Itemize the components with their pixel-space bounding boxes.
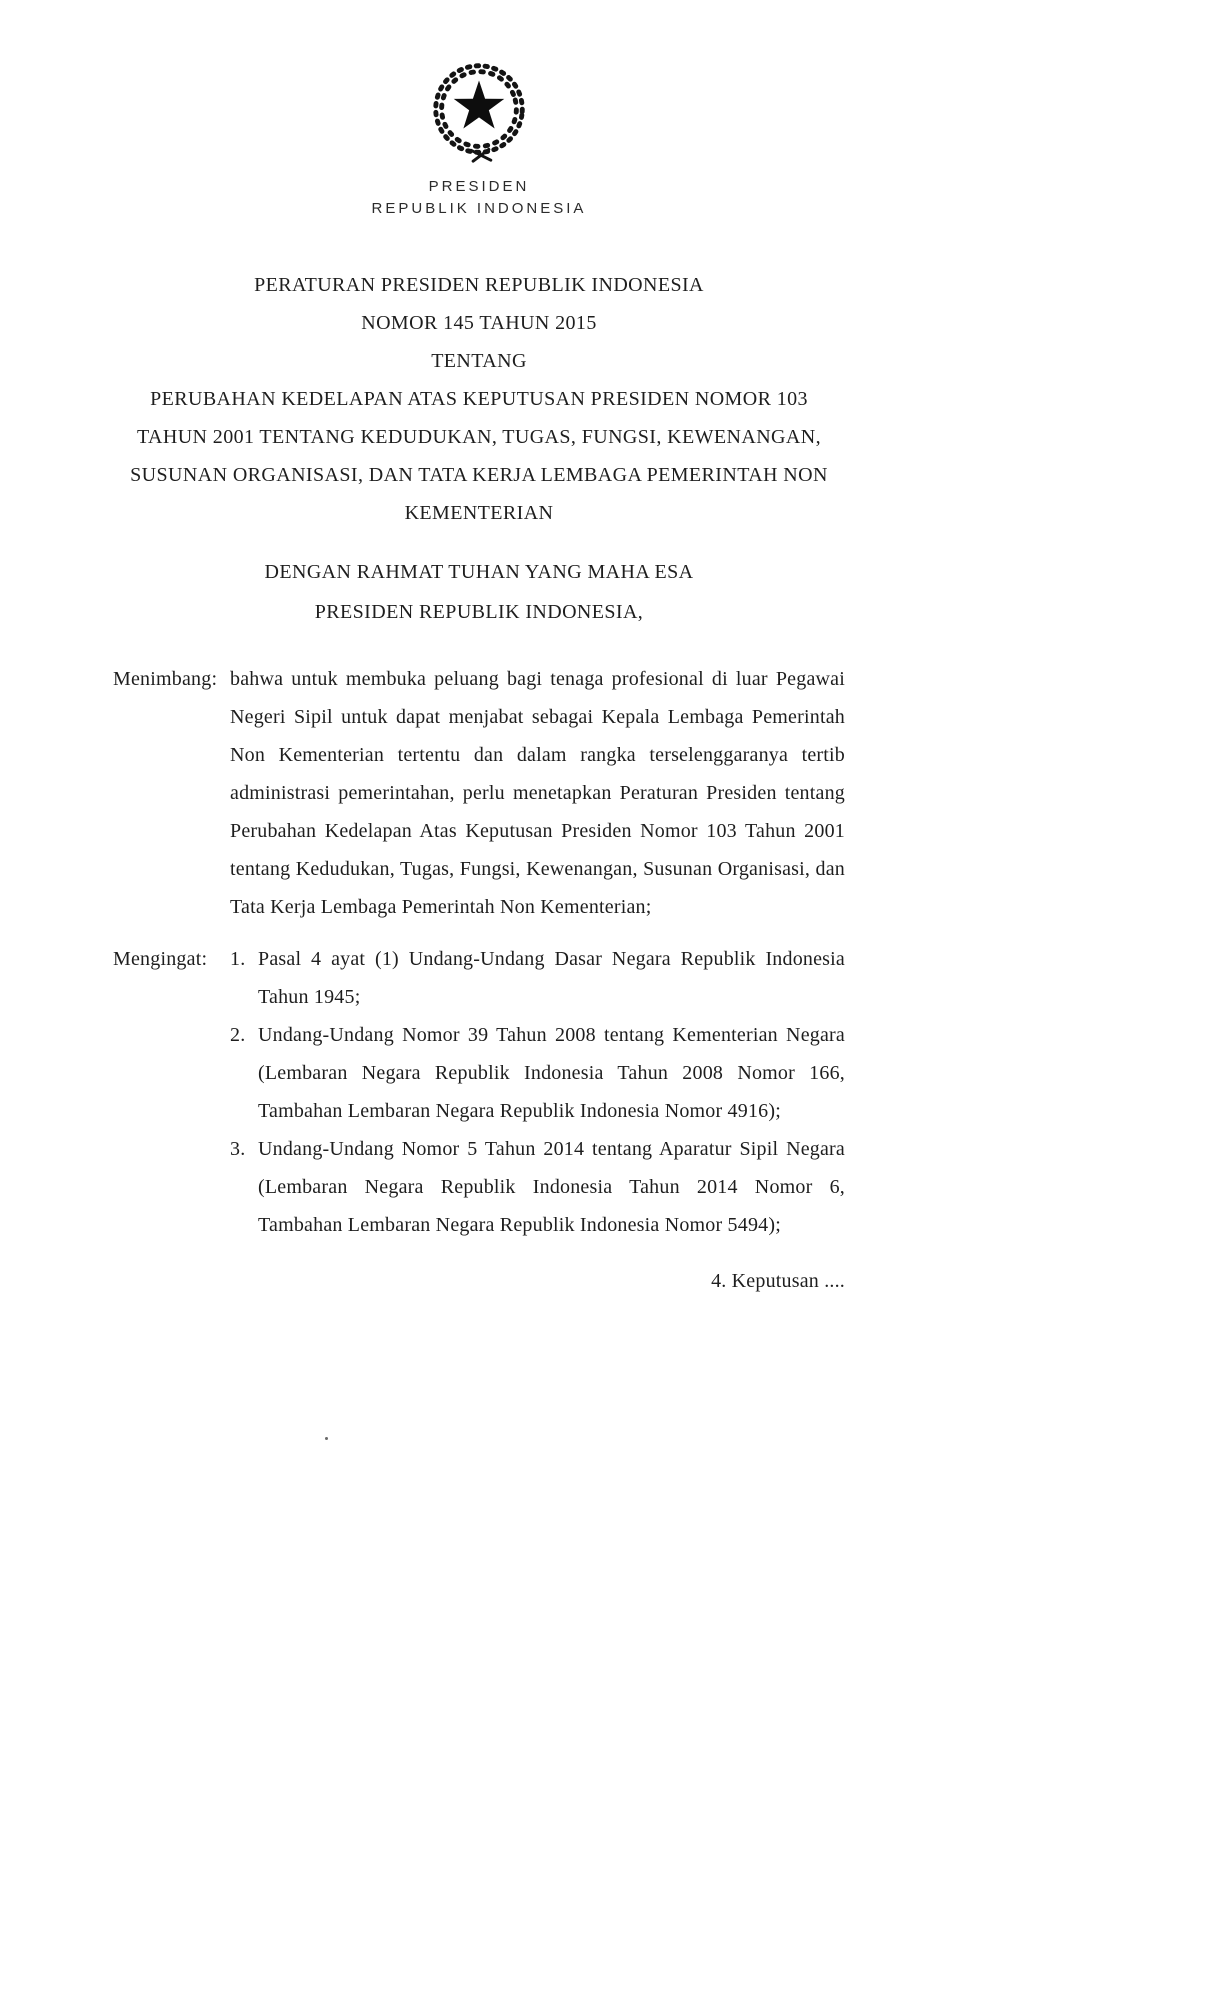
item-text: Undang-Undang Nomor 5 Tahun 2014 tentang Aparatur Sipil Negara (Lembaran Negara Republik Indonesia Tahun 2014 Nomor 6, Tambahan Lembaran Negara Republik Indonesia Nomor 5494); [258, 1138, 845, 1236]
legal-basis-item [230, 1130, 845, 1244]
catchword: 4. Keputusan .... [711, 1270, 845, 1292]
regulation-title-block [113, 266, 845, 532]
scan-artifact-dot [325, 1437, 328, 1440]
document-content [113, 0, 845, 1293]
item-number: 3. [230, 1138, 246, 1160]
presidential-seal-icon [419, 52, 539, 170]
legal-basis-item [230, 1016, 845, 1130]
mengingat-clause [113, 940, 845, 1244]
regulation-subject: PERUBAHAN KEDELAPAN ATAS KEPUTUSAN PRESIDEN NOMOR 103 TAHUN 2001 TENTANG KEDUDUKAN, TUGAS, FUNGSI, KEWENANGAN, SUSUNAN ORGANISASI, DAN TATA KERJA LEMBAGA PEMERINTAH NON KEMENTERIAN [130, 388, 828, 524]
letterhead-line-republik-indonesia: REPUBLIK INDONESIA [371, 200, 587, 217]
invocation-block [113, 552, 845, 632]
menimbang-text: bahwa untuk membuka peluang bagi tenaga profesional di luar Pegawai Negeri Sipil untuk dapat menjabat sebagai Kepala Lembaga Pemerintah Non Kementerian tertentu dan dalam rangka terselenggaranya tertib administrasi pemerintahan, perlu menetapkan Peraturan Presiden tentang Perubahan Kedelapan Atas Keputusan Presiden Nomor 103 Tahun 2001 tentang Kedudukan, Tugas, Fungsi, Kewenangan, Susunan Organisasi, dan Tata Kerja Lembaga Pemerintah Non Kementerian; [230, 668, 845, 918]
letterhead [113, 176, 845, 220]
mengingat-label: Mengingat: [113, 948, 208, 970]
regulation-number: NOMOR 145 TAHUN 2015 [361, 312, 597, 334]
menimbang-label: Menimbang: [113, 668, 218, 690]
item-text: Undang-Undang Nomor 39 Tahun 2008 tentang Kementerian Negara (Lembaran Negara Republik Indonesia Tahun 2008 Nomor 166, Tambahan Lembaran Negara Republik Indonesia Nomor 4916); [258, 1024, 845, 1122]
regulation-tentang: TENTANG [431, 350, 527, 372]
regulation-type: PERATURAN PRESIDEN REPUBLIK INDONESIA [254, 274, 704, 296]
star-glyph [454, 81, 505, 129]
item-number: 1. [230, 948, 246, 970]
menimbang-clause [113, 660, 845, 926]
item-text: Pasal 4 ayat (1) Undang-Undang Dasar Negara Republik Indonesia Tahun 1945; [258, 948, 845, 1008]
legal-basis-item [230, 940, 845, 1016]
authority-line: PRESIDEN REPUBLIK INDONESIA, [314, 601, 644, 623]
letterhead-line-presiden: PRESIDEN [428, 178, 530, 195]
invocation-line: DENGAN RAHMAT TUHAN YANG MAHA ESA [264, 561, 694, 583]
item-number: 2. [230, 1024, 246, 1046]
mengingat-items [230, 940, 845, 1244]
